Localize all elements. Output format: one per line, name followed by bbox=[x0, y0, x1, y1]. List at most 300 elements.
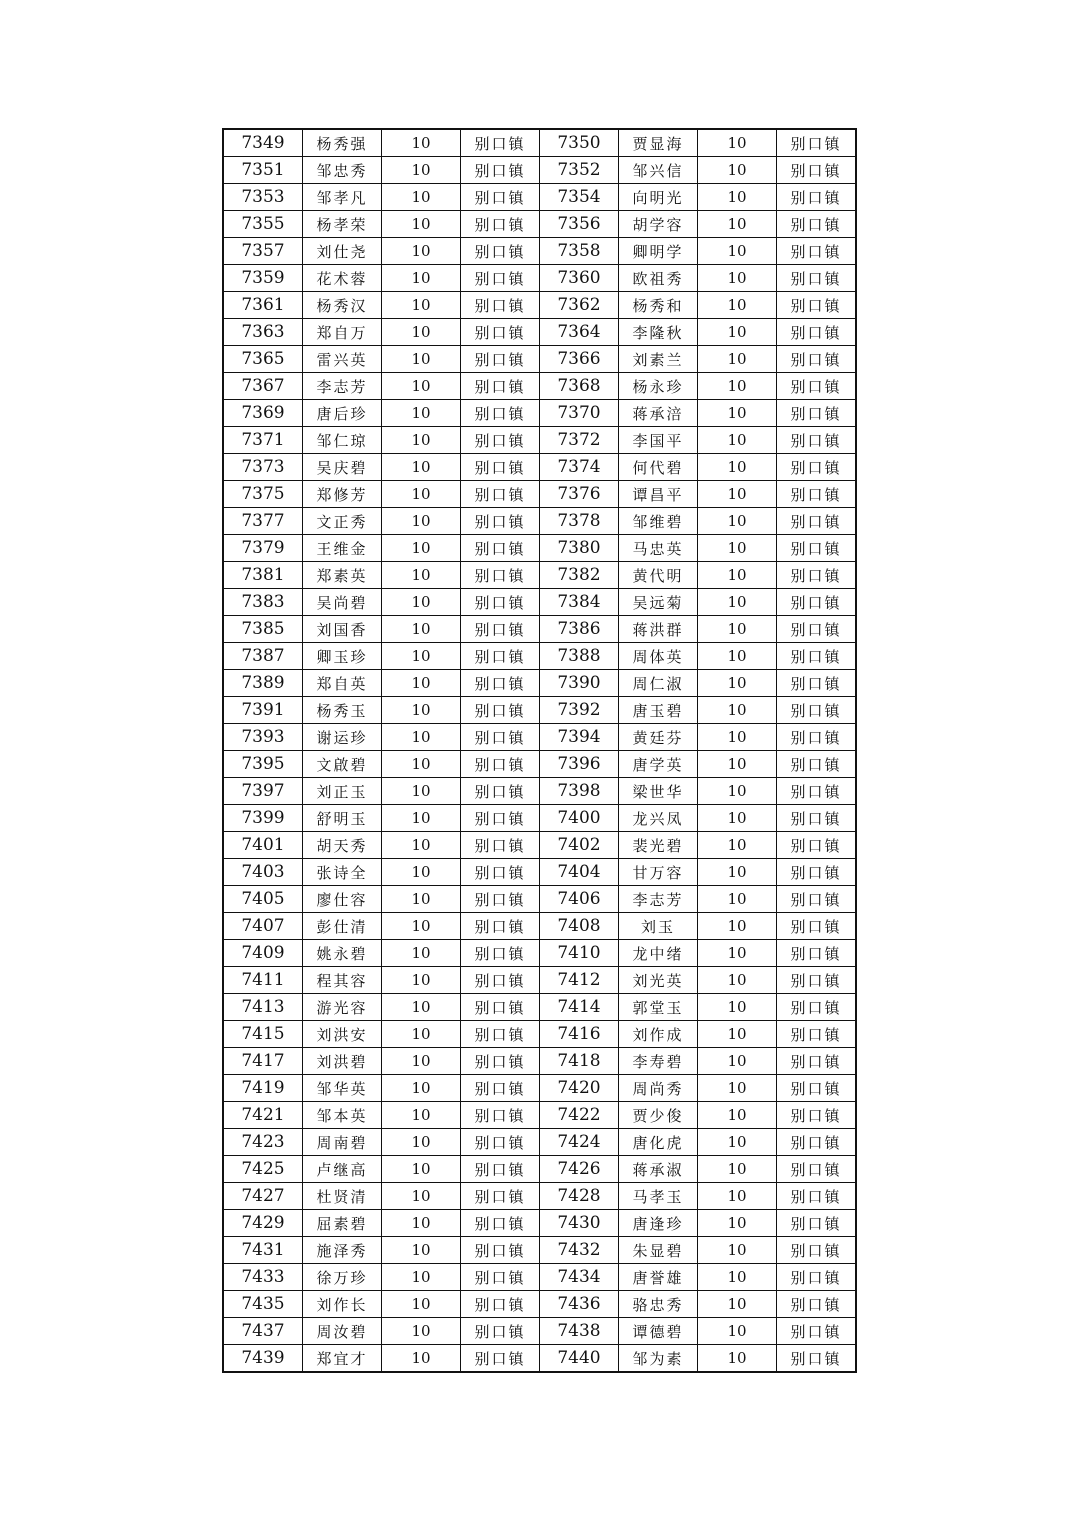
left-person-name-cell: 邹本英 bbox=[303, 1102, 382, 1129]
left-record-id-cell: 7383 bbox=[223, 589, 303, 616]
right-amount-cell: 10 bbox=[698, 454, 777, 481]
right-town-cell: 别口镇 bbox=[777, 1075, 857, 1102]
right-record-id-cell: 7382 bbox=[540, 562, 619, 589]
right-record-id-cell: 7430 bbox=[540, 1210, 619, 1237]
right-amount-cell: 10 bbox=[698, 400, 777, 427]
right-amount-cell: 10 bbox=[698, 129, 777, 157]
left-town-cell: 别口镇 bbox=[461, 238, 540, 265]
right-amount-cell: 10 bbox=[698, 346, 777, 373]
right-amount-cell: 10 bbox=[698, 1102, 777, 1129]
right-person-name-cell: 甘万容 bbox=[619, 859, 698, 886]
right-record-id-cell: 7396 bbox=[540, 751, 619, 778]
table-row bbox=[223, 616, 856, 643]
left-person-name-cell: 郑自英 bbox=[303, 670, 382, 697]
right-amount-cell: 10 bbox=[698, 319, 777, 346]
right-person-name-cell: 邹维碧 bbox=[619, 508, 698, 535]
right-town-cell: 别口镇 bbox=[777, 562, 857, 589]
right-person-name-cell: 龙兴凤 bbox=[619, 805, 698, 832]
left-town-cell: 别口镇 bbox=[461, 616, 540, 643]
left-person-name-cell: 王维金 bbox=[303, 535, 382, 562]
right-amount-cell: 10 bbox=[698, 562, 777, 589]
left-town-cell: 别口镇 bbox=[461, 562, 540, 589]
right-town-cell: 别口镇 bbox=[777, 373, 857, 400]
right-person-name-cell: 卿明学 bbox=[619, 238, 698, 265]
table-row bbox=[223, 805, 856, 832]
table-row bbox=[223, 643, 856, 670]
right-amount-cell: 10 bbox=[698, 1129, 777, 1156]
right-record-id-cell: 7352 bbox=[540, 157, 619, 184]
table-row bbox=[223, 238, 856, 265]
right-town-cell: 别口镇 bbox=[777, 724, 857, 751]
left-person-name-cell: 彭仕清 bbox=[303, 913, 382, 940]
right-amount-cell: 10 bbox=[698, 1237, 777, 1264]
right-amount-cell: 10 bbox=[698, 994, 777, 1021]
right-record-id-cell: 7390 bbox=[540, 670, 619, 697]
left-town-cell: 别口镇 bbox=[461, 832, 540, 859]
right-amount-cell: 10 bbox=[698, 1291, 777, 1318]
right-record-id-cell: 7376 bbox=[540, 481, 619, 508]
right-person-name-cell: 马孝玉 bbox=[619, 1183, 698, 1210]
right-amount-cell: 10 bbox=[698, 1048, 777, 1075]
table-row bbox=[223, 454, 856, 481]
table-row bbox=[223, 697, 856, 724]
right-person-name-cell: 骆忠秀 bbox=[619, 1291, 698, 1318]
right-town-cell: 别口镇 bbox=[777, 643, 857, 670]
left-record-id-cell: 7431 bbox=[223, 1237, 303, 1264]
left-amount-cell: 10 bbox=[382, 157, 461, 184]
left-town-cell: 别口镇 bbox=[461, 346, 540, 373]
right-amount-cell: 10 bbox=[698, 211, 777, 238]
left-amount-cell: 10 bbox=[382, 643, 461, 670]
left-person-name-cell: 周汝碧 bbox=[303, 1318, 382, 1345]
right-amount-cell: 10 bbox=[698, 589, 777, 616]
right-town-cell: 别口镇 bbox=[777, 535, 857, 562]
roster-table-body bbox=[223, 129, 856, 1372]
right-record-id-cell: 7416 bbox=[540, 1021, 619, 1048]
left-amount-cell: 10 bbox=[382, 1129, 461, 1156]
left-amount-cell: 10 bbox=[382, 454, 461, 481]
right-record-id-cell: 7372 bbox=[540, 427, 619, 454]
table-row bbox=[223, 886, 856, 913]
right-person-name-cell: 刘素兰 bbox=[619, 346, 698, 373]
right-town-cell: 别口镇 bbox=[777, 697, 857, 724]
right-town-cell: 别口镇 bbox=[777, 832, 857, 859]
right-person-name-cell: 杨永珍 bbox=[619, 373, 698, 400]
left-town-cell: 别口镇 bbox=[461, 1264, 540, 1291]
right-record-id-cell: 7418 bbox=[540, 1048, 619, 1075]
right-record-id-cell: 7440 bbox=[540, 1345, 619, 1373]
left-person-name-cell: 邹忠秀 bbox=[303, 157, 382, 184]
table-row bbox=[223, 1237, 856, 1264]
table-row bbox=[223, 211, 856, 238]
right-record-id-cell: 7394 bbox=[540, 724, 619, 751]
right-amount-cell: 10 bbox=[698, 292, 777, 319]
right-record-id-cell: 7386 bbox=[540, 616, 619, 643]
table-row bbox=[223, 184, 856, 211]
left-town-cell: 别口镇 bbox=[461, 805, 540, 832]
table-row bbox=[223, 670, 856, 697]
right-person-name-cell: 龙中绪 bbox=[619, 940, 698, 967]
table-row bbox=[223, 1183, 856, 1210]
left-town-cell: 别口镇 bbox=[461, 940, 540, 967]
right-record-id-cell: 7380 bbox=[540, 535, 619, 562]
left-person-name-cell: 周南碧 bbox=[303, 1129, 382, 1156]
table-row bbox=[223, 1264, 856, 1291]
left-town-cell: 别口镇 bbox=[461, 643, 540, 670]
left-town-cell: 别口镇 bbox=[461, 265, 540, 292]
right-person-name-cell: 刘光英 bbox=[619, 967, 698, 994]
table-row bbox=[223, 994, 856, 1021]
left-amount-cell: 10 bbox=[382, 508, 461, 535]
left-town-cell: 别口镇 bbox=[461, 1048, 540, 1075]
table-row bbox=[223, 751, 856, 778]
right-person-name-cell: 梁世华 bbox=[619, 778, 698, 805]
left-amount-cell: 10 bbox=[382, 562, 461, 589]
right-town-cell: 别口镇 bbox=[777, 427, 857, 454]
table-row bbox=[223, 1210, 856, 1237]
right-record-id-cell: 7370 bbox=[540, 400, 619, 427]
table-row bbox=[223, 481, 856, 508]
right-town-cell: 别口镇 bbox=[777, 346, 857, 373]
left-town-cell: 别口镇 bbox=[461, 454, 540, 481]
left-person-name-cell: 邹孝凡 bbox=[303, 184, 382, 211]
left-person-name-cell: 李志芳 bbox=[303, 373, 382, 400]
left-amount-cell: 10 bbox=[382, 1264, 461, 1291]
left-person-name-cell: 杨秀玉 bbox=[303, 697, 382, 724]
table-row bbox=[223, 1129, 856, 1156]
left-person-name-cell: 姚永碧 bbox=[303, 940, 382, 967]
left-person-name-cell: 文正秀 bbox=[303, 508, 382, 535]
right-person-name-cell: 周体英 bbox=[619, 643, 698, 670]
left-person-name-cell: 刘正玉 bbox=[303, 778, 382, 805]
right-town-cell: 别口镇 bbox=[777, 805, 857, 832]
right-amount-cell: 10 bbox=[698, 184, 777, 211]
left-town-cell: 别口镇 bbox=[461, 427, 540, 454]
right-amount-cell: 10 bbox=[698, 724, 777, 751]
left-record-id-cell: 7357 bbox=[223, 238, 303, 265]
right-amount-cell: 10 bbox=[698, 1264, 777, 1291]
left-amount-cell: 10 bbox=[382, 265, 461, 292]
left-record-id-cell: 7381 bbox=[223, 562, 303, 589]
right-amount-cell: 10 bbox=[698, 913, 777, 940]
left-record-id-cell: 7429 bbox=[223, 1210, 303, 1237]
right-person-name-cell: 谭昌平 bbox=[619, 481, 698, 508]
table-row bbox=[223, 319, 856, 346]
left-amount-cell: 10 bbox=[382, 400, 461, 427]
left-town-cell: 别口镇 bbox=[461, 859, 540, 886]
left-record-id-cell: 7363 bbox=[223, 319, 303, 346]
right-person-name-cell: 李国平 bbox=[619, 427, 698, 454]
left-town-cell: 别口镇 bbox=[461, 481, 540, 508]
left-person-name-cell: 唐后珍 bbox=[303, 400, 382, 427]
left-town-cell: 别口镇 bbox=[461, 319, 540, 346]
right-town-cell: 别口镇 bbox=[777, 1345, 857, 1373]
right-amount-cell: 10 bbox=[698, 886, 777, 913]
left-person-name-cell: 邹华英 bbox=[303, 1075, 382, 1102]
left-person-name-cell: 舒明玉 bbox=[303, 805, 382, 832]
right-record-id-cell: 7412 bbox=[540, 967, 619, 994]
left-record-id-cell: 7435 bbox=[223, 1291, 303, 1318]
left-amount-cell: 10 bbox=[382, 724, 461, 751]
left-record-id-cell: 7391 bbox=[223, 697, 303, 724]
right-record-id-cell: 7408 bbox=[540, 913, 619, 940]
right-town-cell: 别口镇 bbox=[777, 481, 857, 508]
right-person-name-cell: 唐誉雄 bbox=[619, 1264, 698, 1291]
right-town-cell: 别口镇 bbox=[777, 508, 857, 535]
right-person-name-cell: 朱显碧 bbox=[619, 1237, 698, 1264]
left-town-cell: 别口镇 bbox=[461, 1021, 540, 1048]
right-amount-cell: 10 bbox=[698, 805, 777, 832]
left-person-name-cell: 刘作长 bbox=[303, 1291, 382, 1318]
left-town-cell: 别口镇 bbox=[461, 129, 540, 157]
right-amount-cell: 10 bbox=[698, 535, 777, 562]
left-amount-cell: 10 bbox=[382, 805, 461, 832]
table-row bbox=[223, 265, 856, 292]
table-row bbox=[223, 778, 856, 805]
right-amount-cell: 10 bbox=[698, 697, 777, 724]
left-record-id-cell: 7393 bbox=[223, 724, 303, 751]
table-row bbox=[223, 832, 856, 859]
left-person-name-cell: 刘洪安 bbox=[303, 1021, 382, 1048]
left-amount-cell: 10 bbox=[382, 913, 461, 940]
right-amount-cell: 10 bbox=[698, 778, 777, 805]
right-town-cell: 别口镇 bbox=[777, 292, 857, 319]
table-row bbox=[223, 508, 856, 535]
right-amount-cell: 10 bbox=[698, 832, 777, 859]
left-amount-cell: 10 bbox=[382, 292, 461, 319]
right-person-name-cell: 黄代明 bbox=[619, 562, 698, 589]
left-amount-cell: 10 bbox=[382, 184, 461, 211]
left-town-cell: 别口镇 bbox=[461, 751, 540, 778]
right-town-cell: 别口镇 bbox=[777, 1291, 857, 1318]
right-person-name-cell: 胡学容 bbox=[619, 211, 698, 238]
right-person-name-cell: 刘作成 bbox=[619, 1021, 698, 1048]
left-town-cell: 别口镇 bbox=[461, 1102, 540, 1129]
right-town-cell: 别口镇 bbox=[777, 1210, 857, 1237]
left-person-name-cell: 张诗全 bbox=[303, 859, 382, 886]
right-town-cell: 别口镇 bbox=[777, 670, 857, 697]
right-amount-cell: 10 bbox=[698, 1021, 777, 1048]
right-person-name-cell: 向明光 bbox=[619, 184, 698, 211]
left-town-cell: 别口镇 bbox=[461, 400, 540, 427]
right-amount-cell: 10 bbox=[698, 481, 777, 508]
left-record-id-cell: 7395 bbox=[223, 751, 303, 778]
left-amount-cell: 10 bbox=[382, 427, 461, 454]
right-town-cell: 别口镇 bbox=[777, 994, 857, 1021]
left-person-name-cell: 游光容 bbox=[303, 994, 382, 1021]
left-person-name-cell: 郑素英 bbox=[303, 562, 382, 589]
left-amount-cell: 10 bbox=[382, 1183, 461, 1210]
left-town-cell: 别口镇 bbox=[461, 373, 540, 400]
left-town-cell: 别口镇 bbox=[461, 724, 540, 751]
right-person-name-cell: 贾显海 bbox=[619, 129, 698, 157]
left-amount-cell: 10 bbox=[382, 967, 461, 994]
right-person-name-cell: 马忠英 bbox=[619, 535, 698, 562]
left-amount-cell: 10 bbox=[382, 1318, 461, 1345]
right-person-name-cell: 黄廷芬 bbox=[619, 724, 698, 751]
left-town-cell: 别口镇 bbox=[461, 994, 540, 1021]
right-record-id-cell: 7420 bbox=[540, 1075, 619, 1102]
left-amount-cell: 10 bbox=[382, 751, 461, 778]
right-record-id-cell: 7404 bbox=[540, 859, 619, 886]
left-amount-cell: 10 bbox=[382, 1048, 461, 1075]
right-person-name-cell: 刘玉 bbox=[619, 913, 698, 940]
left-person-name-cell: 卢继高 bbox=[303, 1156, 382, 1183]
left-record-id-cell: 7373 bbox=[223, 454, 303, 481]
left-record-id-cell: 7419 bbox=[223, 1075, 303, 1102]
left-town-cell: 别口镇 bbox=[461, 211, 540, 238]
right-town-cell: 别口镇 bbox=[777, 129, 857, 157]
left-person-name-cell: 施泽秀 bbox=[303, 1237, 382, 1264]
right-record-id-cell: 7414 bbox=[540, 994, 619, 1021]
right-amount-cell: 10 bbox=[698, 157, 777, 184]
left-record-id-cell: 7371 bbox=[223, 427, 303, 454]
right-amount-cell: 10 bbox=[698, 751, 777, 778]
right-record-id-cell: 7438 bbox=[540, 1318, 619, 1345]
left-record-id-cell: 7399 bbox=[223, 805, 303, 832]
left-record-id-cell: 7439 bbox=[223, 1345, 303, 1373]
left-town-cell: 别口镇 bbox=[461, 157, 540, 184]
left-amount-cell: 10 bbox=[382, 129, 461, 157]
left-town-cell: 别口镇 bbox=[461, 778, 540, 805]
left-person-name-cell: 郑自万 bbox=[303, 319, 382, 346]
left-record-id-cell: 7413 bbox=[223, 994, 303, 1021]
left-record-id-cell: 7421 bbox=[223, 1102, 303, 1129]
left-record-id-cell: 7379 bbox=[223, 535, 303, 562]
right-amount-cell: 10 bbox=[698, 238, 777, 265]
right-record-id-cell: 7432 bbox=[540, 1237, 619, 1264]
left-person-name-cell: 吴尚碧 bbox=[303, 589, 382, 616]
left-amount-cell: 10 bbox=[382, 481, 461, 508]
table-row bbox=[223, 427, 856, 454]
right-town-cell: 别口镇 bbox=[777, 184, 857, 211]
right-amount-cell: 10 bbox=[698, 1075, 777, 1102]
table-row bbox=[223, 1021, 856, 1048]
right-town-cell: 别口镇 bbox=[777, 157, 857, 184]
left-record-id-cell: 7417 bbox=[223, 1048, 303, 1075]
right-town-cell: 别口镇 bbox=[777, 913, 857, 940]
left-person-name-cell: 文啟碧 bbox=[303, 751, 382, 778]
right-record-id-cell: 7392 bbox=[540, 697, 619, 724]
left-amount-cell: 10 bbox=[382, 616, 461, 643]
left-record-id-cell: 7365 bbox=[223, 346, 303, 373]
right-amount-cell: 10 bbox=[698, 940, 777, 967]
left-record-id-cell: 7425 bbox=[223, 1156, 303, 1183]
left-record-id-cell: 7423 bbox=[223, 1129, 303, 1156]
right-town-cell: 别口镇 bbox=[777, 778, 857, 805]
table-row bbox=[223, 562, 856, 589]
right-town-cell: 别口镇 bbox=[777, 886, 857, 913]
left-person-name-cell: 胡天秀 bbox=[303, 832, 382, 859]
right-town-cell: 别口镇 bbox=[777, 1048, 857, 1075]
right-amount-cell: 10 bbox=[698, 1156, 777, 1183]
right-person-name-cell: 蒋承淑 bbox=[619, 1156, 698, 1183]
left-record-id-cell: 7437 bbox=[223, 1318, 303, 1345]
table-row bbox=[223, 1291, 856, 1318]
left-record-id-cell: 7359 bbox=[223, 265, 303, 292]
right-amount-cell: 10 bbox=[698, 265, 777, 292]
table-row bbox=[223, 967, 856, 994]
left-amount-cell: 10 bbox=[382, 535, 461, 562]
right-person-name-cell: 欧祖秀 bbox=[619, 265, 698, 292]
left-amount-cell: 10 bbox=[382, 1021, 461, 1048]
right-town-cell: 别口镇 bbox=[777, 751, 857, 778]
right-record-id-cell: 7368 bbox=[540, 373, 619, 400]
left-person-name-cell: 杜贤清 bbox=[303, 1183, 382, 1210]
right-record-id-cell: 7402 bbox=[540, 832, 619, 859]
right-record-id-cell: 7410 bbox=[540, 940, 619, 967]
right-amount-cell: 10 bbox=[698, 670, 777, 697]
right-record-id-cell: 7428 bbox=[540, 1183, 619, 1210]
right-person-name-cell: 谭德碧 bbox=[619, 1318, 698, 1345]
left-town-cell: 别口镇 bbox=[461, 1318, 540, 1345]
right-record-id-cell: 7360 bbox=[540, 265, 619, 292]
right-person-name-cell: 郭堂玉 bbox=[619, 994, 698, 1021]
right-record-id-cell: 7374 bbox=[540, 454, 619, 481]
right-town-cell: 别口镇 bbox=[777, 967, 857, 994]
left-person-name-cell: 花术蓉 bbox=[303, 265, 382, 292]
left-record-id-cell: 7411 bbox=[223, 967, 303, 994]
table-row bbox=[223, 157, 856, 184]
right-amount-cell: 10 bbox=[698, 1183, 777, 1210]
right-town-cell: 别口镇 bbox=[777, 1264, 857, 1291]
left-amount-cell: 10 bbox=[382, 1210, 461, 1237]
right-record-id-cell: 7358 bbox=[540, 238, 619, 265]
left-person-name-cell: 程其容 bbox=[303, 967, 382, 994]
left-town-cell: 别口镇 bbox=[461, 1075, 540, 1102]
right-amount-cell: 10 bbox=[698, 859, 777, 886]
left-town-cell: 别口镇 bbox=[461, 1345, 540, 1373]
left-amount-cell: 10 bbox=[382, 1291, 461, 1318]
right-amount-cell: 10 bbox=[698, 1345, 777, 1373]
left-amount-cell: 10 bbox=[382, 346, 461, 373]
left-record-id-cell: 7409 bbox=[223, 940, 303, 967]
right-town-cell: 别口镇 bbox=[777, 238, 857, 265]
right-amount-cell: 10 bbox=[698, 967, 777, 994]
left-amount-cell: 10 bbox=[382, 994, 461, 1021]
right-amount-cell: 10 bbox=[698, 643, 777, 670]
right-person-name-cell: 吴远菊 bbox=[619, 589, 698, 616]
right-town-cell: 别口镇 bbox=[777, 1183, 857, 1210]
table-row bbox=[223, 913, 856, 940]
right-record-id-cell: 7350 bbox=[540, 129, 619, 157]
left-town-cell: 别口镇 bbox=[461, 184, 540, 211]
table-row bbox=[223, 1318, 856, 1345]
right-town-cell: 别口镇 bbox=[777, 859, 857, 886]
right-town-cell: 别口镇 bbox=[777, 1102, 857, 1129]
table-row bbox=[223, 129, 856, 157]
left-town-cell: 别口镇 bbox=[461, 1210, 540, 1237]
right-town-cell: 别口镇 bbox=[777, 211, 857, 238]
left-person-name-cell: 刘洪碧 bbox=[303, 1048, 382, 1075]
right-town-cell: 别口镇 bbox=[777, 616, 857, 643]
left-amount-cell: 10 bbox=[382, 1156, 461, 1183]
table-row bbox=[223, 346, 856, 373]
right-town-cell: 别口镇 bbox=[777, 940, 857, 967]
right-person-name-cell: 何代碧 bbox=[619, 454, 698, 481]
right-person-name-cell: 贾少俊 bbox=[619, 1102, 698, 1129]
right-town-cell: 别口镇 bbox=[777, 1156, 857, 1183]
right-person-name-cell: 唐学英 bbox=[619, 751, 698, 778]
left-person-name-cell: 徐万珍 bbox=[303, 1264, 382, 1291]
right-record-id-cell: 7354 bbox=[540, 184, 619, 211]
right-record-id-cell: 7388 bbox=[540, 643, 619, 670]
left-person-name-cell: 邹仁琼 bbox=[303, 427, 382, 454]
right-record-id-cell: 7426 bbox=[540, 1156, 619, 1183]
right-person-name-cell: 唐逢珍 bbox=[619, 1210, 698, 1237]
left-record-id-cell: 7349 bbox=[223, 129, 303, 157]
right-person-name-cell: 杨秀和 bbox=[619, 292, 698, 319]
